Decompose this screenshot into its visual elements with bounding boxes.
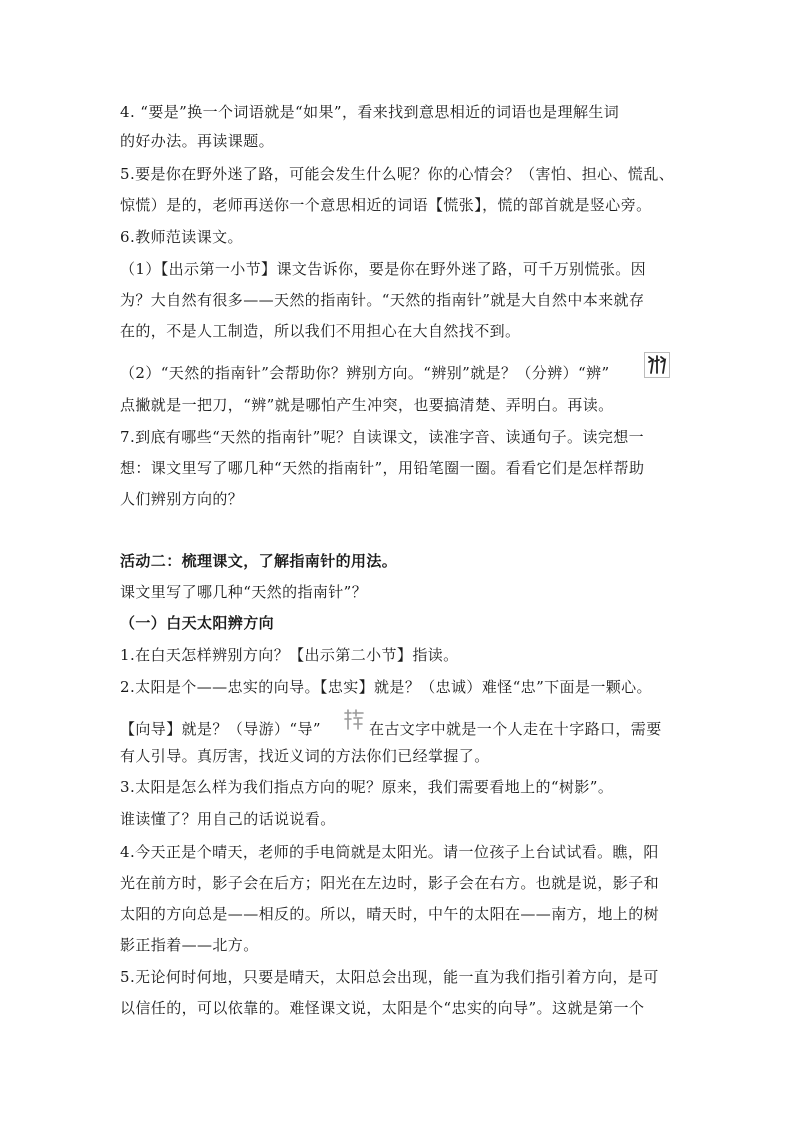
text-line: 点撇就是一把刀，“辨”就是哪怕产生冲突，也要搞清楚、弄明白。再读。 bbox=[120, 396, 614, 414]
text-line: 1.在白天怎样辨别方向？【出示第二小节】指读。 bbox=[120, 646, 459, 664]
text-line: 5.要是你在野外迷了路，可能会发生什么呢？你的心情会？（害怕、担心、慌乱、 bbox=[120, 165, 675, 183]
text-line: 7.到底有哪些“天然的指南针”呢？自读课文，读准字音、读通句子。读完想一 bbox=[120, 428, 645, 446]
text-line: 影正指着——北方。 bbox=[120, 936, 259, 954]
text-line: 【向导】就是？（导游）“导” bbox=[120, 720, 321, 738]
text-line: 4.今天正是个晴天，老师的手电筒就是太阳光。请一位孩子上台试试看。瞧，阳 bbox=[120, 843, 659, 861]
text-line: 4. “要是”换一个词语就是“如果”，看来找到意思相近的词语也是理解生词 bbox=[120, 103, 620, 121]
text-line: 有人引导。真厉害，找近义词的方法你们已经掌握了。 bbox=[120, 747, 490, 765]
text-line: 太阳的方向总是——相反的。所以，晴天时，中午的太阳在——南方，地上的树 bbox=[120, 905, 660, 923]
text-line: 的好办法。再读课题。 bbox=[120, 132, 275, 150]
text-line: 在古文字中就是一个人走在十字路口，需要 bbox=[369, 720, 662, 738]
text-line: 5.无论何时何地，只要是晴天，太阳总会出现，能一直为我们指引着方向，是可 bbox=[120, 968, 659, 986]
text-line: 课文里写了哪几种“天然的指南针”？ bbox=[120, 583, 368, 601]
text-line: 人们辨别方向的？ bbox=[120, 490, 244, 508]
text-line: 2.太阳是个——忠实的向导。【忠实】就是？（忠诚）难怪“忠”下面是一颗心。 bbox=[120, 678, 652, 696]
ancient-character-bian-icon bbox=[644, 352, 670, 378]
text-line: 以信任的，可以依靠的。难怪课文说，太阳是个“忠实的向导”。这就是第一个 bbox=[120, 999, 645, 1017]
text-line: 为？大自然有很多——天然的指南针。“天然的指南针”就是大自然中本来就存 bbox=[120, 291, 645, 309]
text-line: 想：课文里写了哪几种“天然的指南针”，用铅笔圈一圈。看看它们是怎样帮助 bbox=[120, 459, 645, 477]
text-line: 惊慌）是的，老师再送你一个意思相近的词语【慌张】，慌的部首就是竖心旁。 bbox=[120, 196, 652, 214]
text-line: （1）【出示第一小节】课文告诉你，要是你在野外迷了路，可千万别慌张。因 bbox=[120, 260, 647, 278]
text-line: 谁读懂了？用自己的话说说看。 bbox=[120, 810, 336, 828]
text-line: 3.太阳是怎么样为我们指点方向的呢？原来，我们需要看地上的“树影”。 bbox=[120, 778, 614, 796]
section-heading: 活动二：梳理课文，了解指南针的用法。 bbox=[120, 552, 398, 570]
ancient-character-dao-icon bbox=[341, 707, 367, 733]
text-line: 6.教师范读课文。 bbox=[120, 228, 243, 246]
subsection-heading: （一）白天太阳辨方向 bbox=[120, 614, 275, 632]
text-line: 在的，不是人工制造，所以我们不用担心在大自然找不到。 bbox=[120, 322, 521, 340]
text-line: 光在前方时，影子会在后方；阳光在左边时，影子会在右方。也就是说，影子和 bbox=[120, 874, 660, 892]
text-line: （2）“天然的指南针”会帮助你？辨别方向。“辨别”就是？（分辨）“辨” bbox=[120, 364, 610, 382]
